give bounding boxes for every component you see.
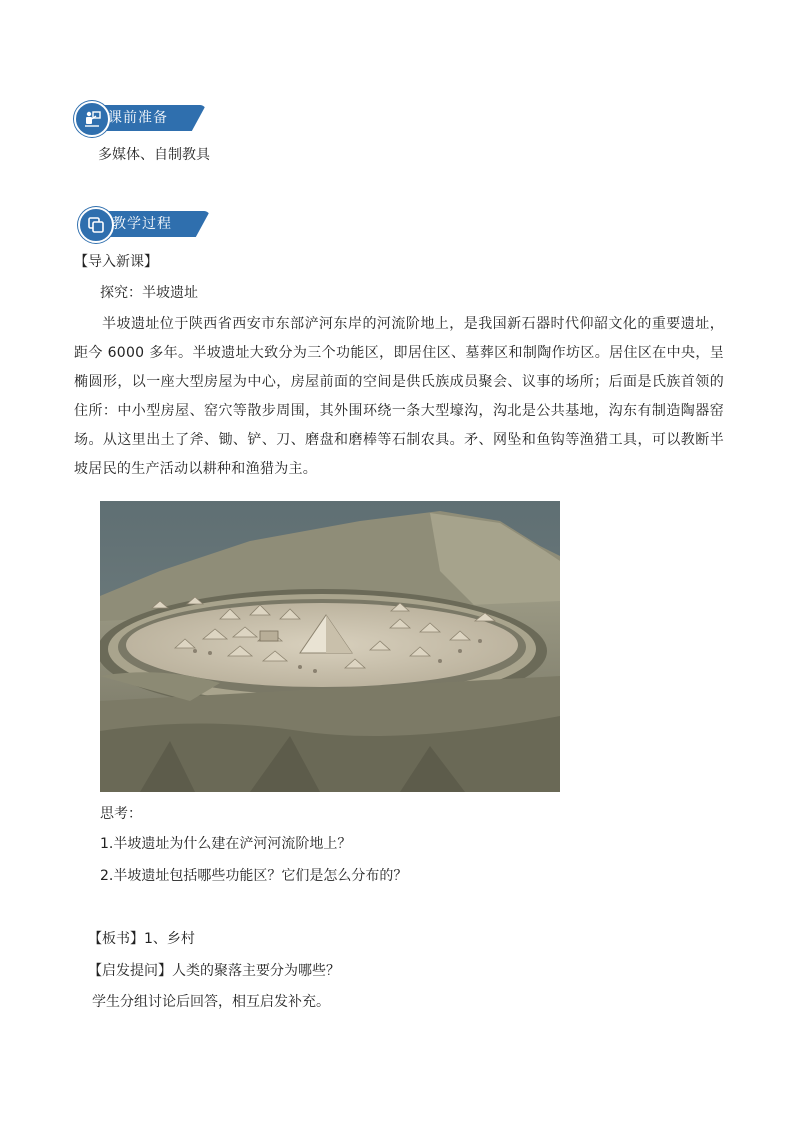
copy-pages-icon — [78, 207, 114, 243]
banpo-site-model-image — [100, 501, 560, 792]
explore-heading: 探究：半坡遗址 — [100, 285, 198, 301]
intro-tag: 【导入新课】 — [74, 254, 158, 270]
banpo-paragraph: 半坡遗址位于陕西省西安市东部浐河东岸的河流阶地上，是我国新石器时代仰韶文化的重要遗址，距今 6000 多年。半坡遗址大致分为三个功能区，即居住区、墓葬区和制陶作坊区。居住区在中央，呈椭圆形，以一座大型房屋为中心，房屋前面的空间是供氏族成员聚会、议事的场所；后面是氏族首领的住所：中小型房屋、窑穴等散步周围，其外围环绕一条大型壕沟，沟北是公共基地，沟东有制造陶器窑场。从这里出土了斧、锄、铲、刀、磨盘和磨棒等石制农具。矛、网坠和鱼钩等渔猎工具，可以教断半坡居民的生产活动以耕种和渔猎为主。 — [74, 316, 724, 477]
question-2: 2.半坡遗址包括哪些功能区？它们是怎么分布的？ — [100, 868, 408, 884]
section-title: 教学过程 — [112, 216, 172, 232]
question-1: 1.半坡遗址为什么建在浐河河流阶地上？ — [100, 836, 352, 852]
section-title: 课前准备 — [108, 110, 168, 126]
section-header-prep — [74, 101, 214, 135]
prep-content: 多媒体、自制教具 — [98, 147, 210, 163]
teacher-icon — [74, 101, 110, 137]
think-label: 思考： — [100, 806, 142, 822]
student-activity: 学生分组讨论后回答，相互启发补充。 — [92, 994, 330, 1010]
board-note: 【板书】1、乡村 — [88, 931, 195, 947]
prompt-question: 【启发提问】人类的聚落主要分为哪些？ — [88, 963, 340, 979]
section-header-process — [78, 207, 218, 241]
